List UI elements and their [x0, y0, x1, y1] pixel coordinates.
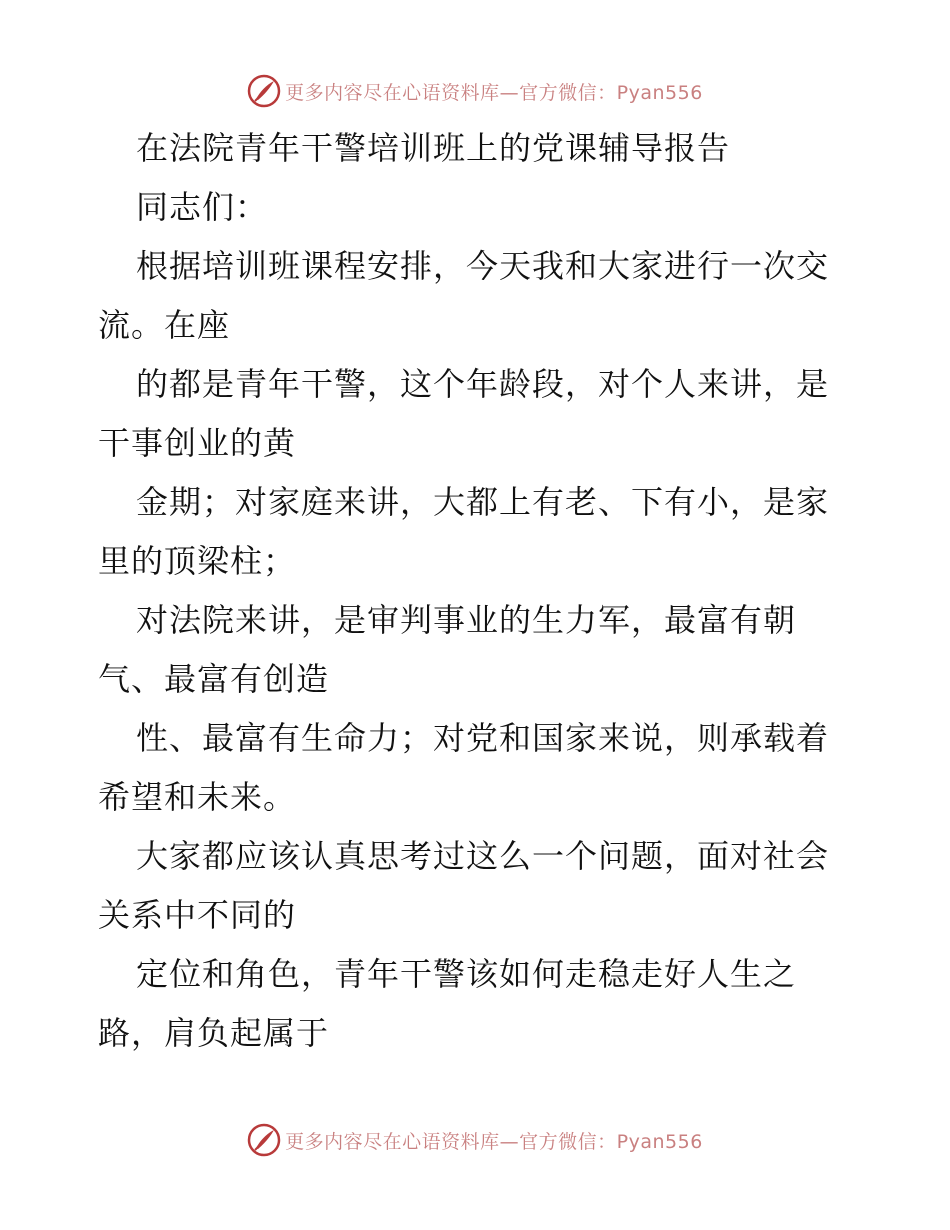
- red-quill-logo-icon: [247, 1123, 281, 1157]
- text-line: 大家都应该认真思考过这么一个问题，面对社会: [136, 837, 830, 875]
- text-line: 根据培训班课程安排，今天我和大家进行一次交: [136, 247, 830, 285]
- text-line: 关系中不同的: [98, 896, 297, 934]
- salutation: 同志们：: [136, 188, 269, 226]
- text-line: 干事创业的黄: [98, 424, 297, 462]
- text-line: 希望和未来。: [98, 778, 297, 816]
- text-line: 路，肩负起属于: [98, 1014, 330, 1052]
- document-title: 在法院青年干警培训班上的党课辅导报告: [136, 129, 731, 167]
- text-line: 流。在座: [98, 306, 231, 344]
- text-line: 气、最富有创造: [98, 660, 330, 698]
- footer-watermark: [0, 1120, 950, 1160]
- text-line: 性、最富有生命力；对党和国家来说，则承载着: [136, 719, 830, 757]
- text-line: 定位和角色，青年干警该如何走稳走好人生之: [136, 955, 797, 993]
- document-body: [98, 121, 858, 1065]
- text-line: 对法院来讲，是审判事业的生力军，最富有朝: [136, 601, 797, 639]
- text-line: 里的顶梁柱；: [98, 542, 297, 580]
- red-quill-logo-icon: [247, 74, 281, 108]
- text-line: 的都是青年干警，这个年龄段，对个人来讲，是: [136, 365, 830, 403]
- header-watermark: [0, 71, 950, 111]
- watermark-text: 更多内容尽在心语资料库—官方微信：Pyan556: [285, 81, 703, 104]
- watermark-text: 更多内容尽在心语资料库—官方微信：Pyan556: [285, 1130, 703, 1153]
- text-line: 金期；对家庭来讲，大都上有老、下有小，是家: [136, 483, 830, 521]
